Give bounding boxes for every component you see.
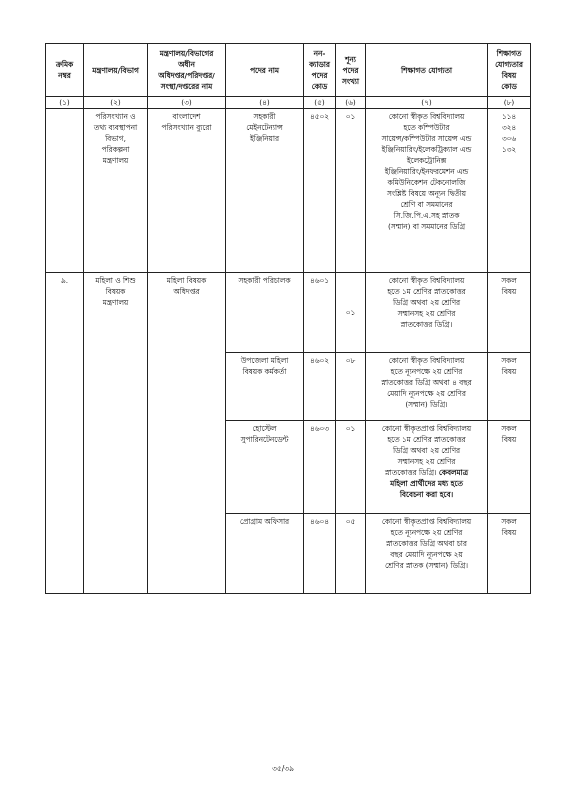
cell-vacancy: ০১ — [336, 273, 366, 353]
cell-post-name: সহকারী মেইনটেন্যান্স ইঞ্জিনিয়ার — [226, 109, 304, 273]
header-ministry: মন্ত্রণালয়/বিভাগ — [84, 44, 148, 97]
table-row — [46, 273, 531, 353]
header-subject-code: শিক্ষাগত যোগ্যতার বিষয় কোড — [488, 44, 531, 97]
cell-code: ৪৬০৪ — [304, 514, 336, 594]
cell-vacancy: ০৫ — [336, 514, 366, 594]
table-row — [46, 109, 531, 273]
qualification-text: কোনো স্বীকৃতপ্রাপ্ত বিশ্ববিদ্যালয় হতে ১ম শ্রেণির স্নাতকোত্তর ডিগ্রি অথবা ২য় শ্রেণির সম্মানসহ ২য় শ্রেণির স্নাতকোত্তর ডিগ্রি। — [381, 424, 472, 477]
cell-subject-code: সকল বিষয় — [488, 421, 531, 514]
page-number: ৩৫/৩৯ — [271, 764, 294, 773]
cell-qualification — [366, 421, 488, 514]
header-post-name: পদের নাম — [226, 44, 304, 97]
cell-vacancy: ০৮ — [336, 353, 366, 421]
cell-post-name: হোস্টেল সুপারিনটেনডেন্ট — [226, 421, 304, 514]
cell-subject-code: সকল বিষয় — [488, 273, 531, 353]
cell-code: ৪৫০২ — [304, 109, 336, 273]
cell-post-name: প্রোগ্রাম অফিসার — [226, 514, 304, 594]
cell-post-name: উপজেলা মহিলা বিষয়ক কর্মকর্তা — [226, 353, 304, 421]
col-number: (৫) — [304, 97, 336, 109]
cell-code: ৪৬০৩ — [304, 421, 336, 514]
header-code: নন- ক্যাডার পদের কোড — [304, 44, 336, 97]
table-header-row — [46, 44, 531, 97]
header-serial: ক্রমিক নম্বর — [46, 44, 84, 97]
cell-code: ৪৬০২ — [304, 353, 336, 421]
cell-subject-code: ১১৪ ৩২৪ ৩০৬ ১৩২ — [488, 109, 531, 273]
col-number: (১) — [46, 97, 84, 109]
cell-subject-code: সকল বিষয় — [488, 353, 531, 421]
cell-ministry: মহিলা ও শিশু বিষয়ক মন্ত্রণালয় — [84, 273, 148, 594]
cell-vacancy: ০১ — [336, 109, 366, 273]
cell-qualification: কোনো স্বীকৃত বিশ্ববিদ্যালয় হতে কম্পিউটার সায়েন্স/কম্পিউটার সায়েন্স এন্ড ইঞ্জিনিয়ারিং/ইলেকট্রিক্যাল এন্ড ইলেকট্রোনিক্স ইঞ্জিনিয়ারিং/ইনফরমেশন এন্ড কমিউনিকেশন টেকনোলজি সংশ্লিষ্ট বিষয়ে অন্যূন দ্বিতীয় শ্রেণি বা সমমানের সি.জি.পি.এ.সহ স্নাতক (সম্মান) বা সমমানের ডিগ্রি — [366, 109, 488, 273]
col-number: (৮) — [488, 97, 531, 109]
cell-qualification: কোনো স্বীকৃতপ্রাপ্ত বিশ্ববিদ্যালয় হতে ন্যূনপক্ষে ২য় শ্রেণির স্নাতকোত্তর ডিগ্রি অথবা চার বছর মেয়াদি ন্যূনপক্ষে ২য় শ্রেণির স্নাতক (সম্মান) ডিগ্রি। — [366, 514, 488, 594]
vacancy-table — [45, 43, 531, 594]
cell-subject-code: সকল বিষয় — [488, 514, 531, 594]
cell-department: বাংলাদেশ পরিসংখ্যান ব্যুরো — [148, 109, 226, 273]
cell-code: ৪৬০১ — [304, 273, 336, 353]
col-number: (৩) — [148, 97, 226, 109]
cell-qualification: কোনো স্বীকৃত বিশ্ববিদ্যালয় হতে ১ম শ্রেণির স্নাতকোত্তর ডিগ্রি অথবা ২য় শ্রেণির সম্মানসহ ২য় শ্রেণির স্নাতকোত্তর ডিগ্রি। — [366, 273, 488, 353]
col-number: (৭) — [366, 97, 488, 109]
cell-serial — [46, 109, 84, 273]
qualification-note: কেবলমাত্র মহিলা প্রার্থীদের মধ্য হতে বিবেচনা করা হবে। — [390, 468, 468, 499]
cell-department: মহিলা বিষয়ক অধিদপ্তর — [148, 273, 226, 594]
header-qualification: শিক্ষাগত যোগ্যতা — [366, 44, 488, 97]
cell-ministry: পরিসংখ্যান ও তথ্য ব্যবস্থাপনা বিভাগ, পরিকল্পনা মন্ত্রণালয় — [84, 109, 148, 273]
column-number-row — [46, 97, 531, 109]
col-number: (২) — [84, 97, 148, 109]
col-number: (৪) — [226, 97, 304, 109]
col-number: (৬) — [336, 97, 366, 109]
header-department: মন্ত্রণালয়/বিভাগের অধীন অধিদপ্তর/পরিদপ্তর/ সংস্থা/দপ্তরের নাম — [148, 44, 226, 97]
cell-post-name: সহকারী পরিচালক — [226, 273, 304, 353]
header-vacancy: শূন্য পদের সংখ্যা — [336, 44, 366, 97]
cell-vacancy: ০১ — [336, 421, 366, 514]
cell-serial: ৯. — [46, 273, 84, 594]
cell-qualification: কোনো স্বীকৃত বিশ্ববিদ্যালয় হতে ন্যূনপক্ষে ২য় শ্রেণির স্নাতকোত্তর ডিগ্রি অথবা ৪ বছর মেয়াদি ন্যূনপক্ষে ২য় শ্রেণির (সম্মান) ডিগ্রি। — [366, 353, 488, 421]
